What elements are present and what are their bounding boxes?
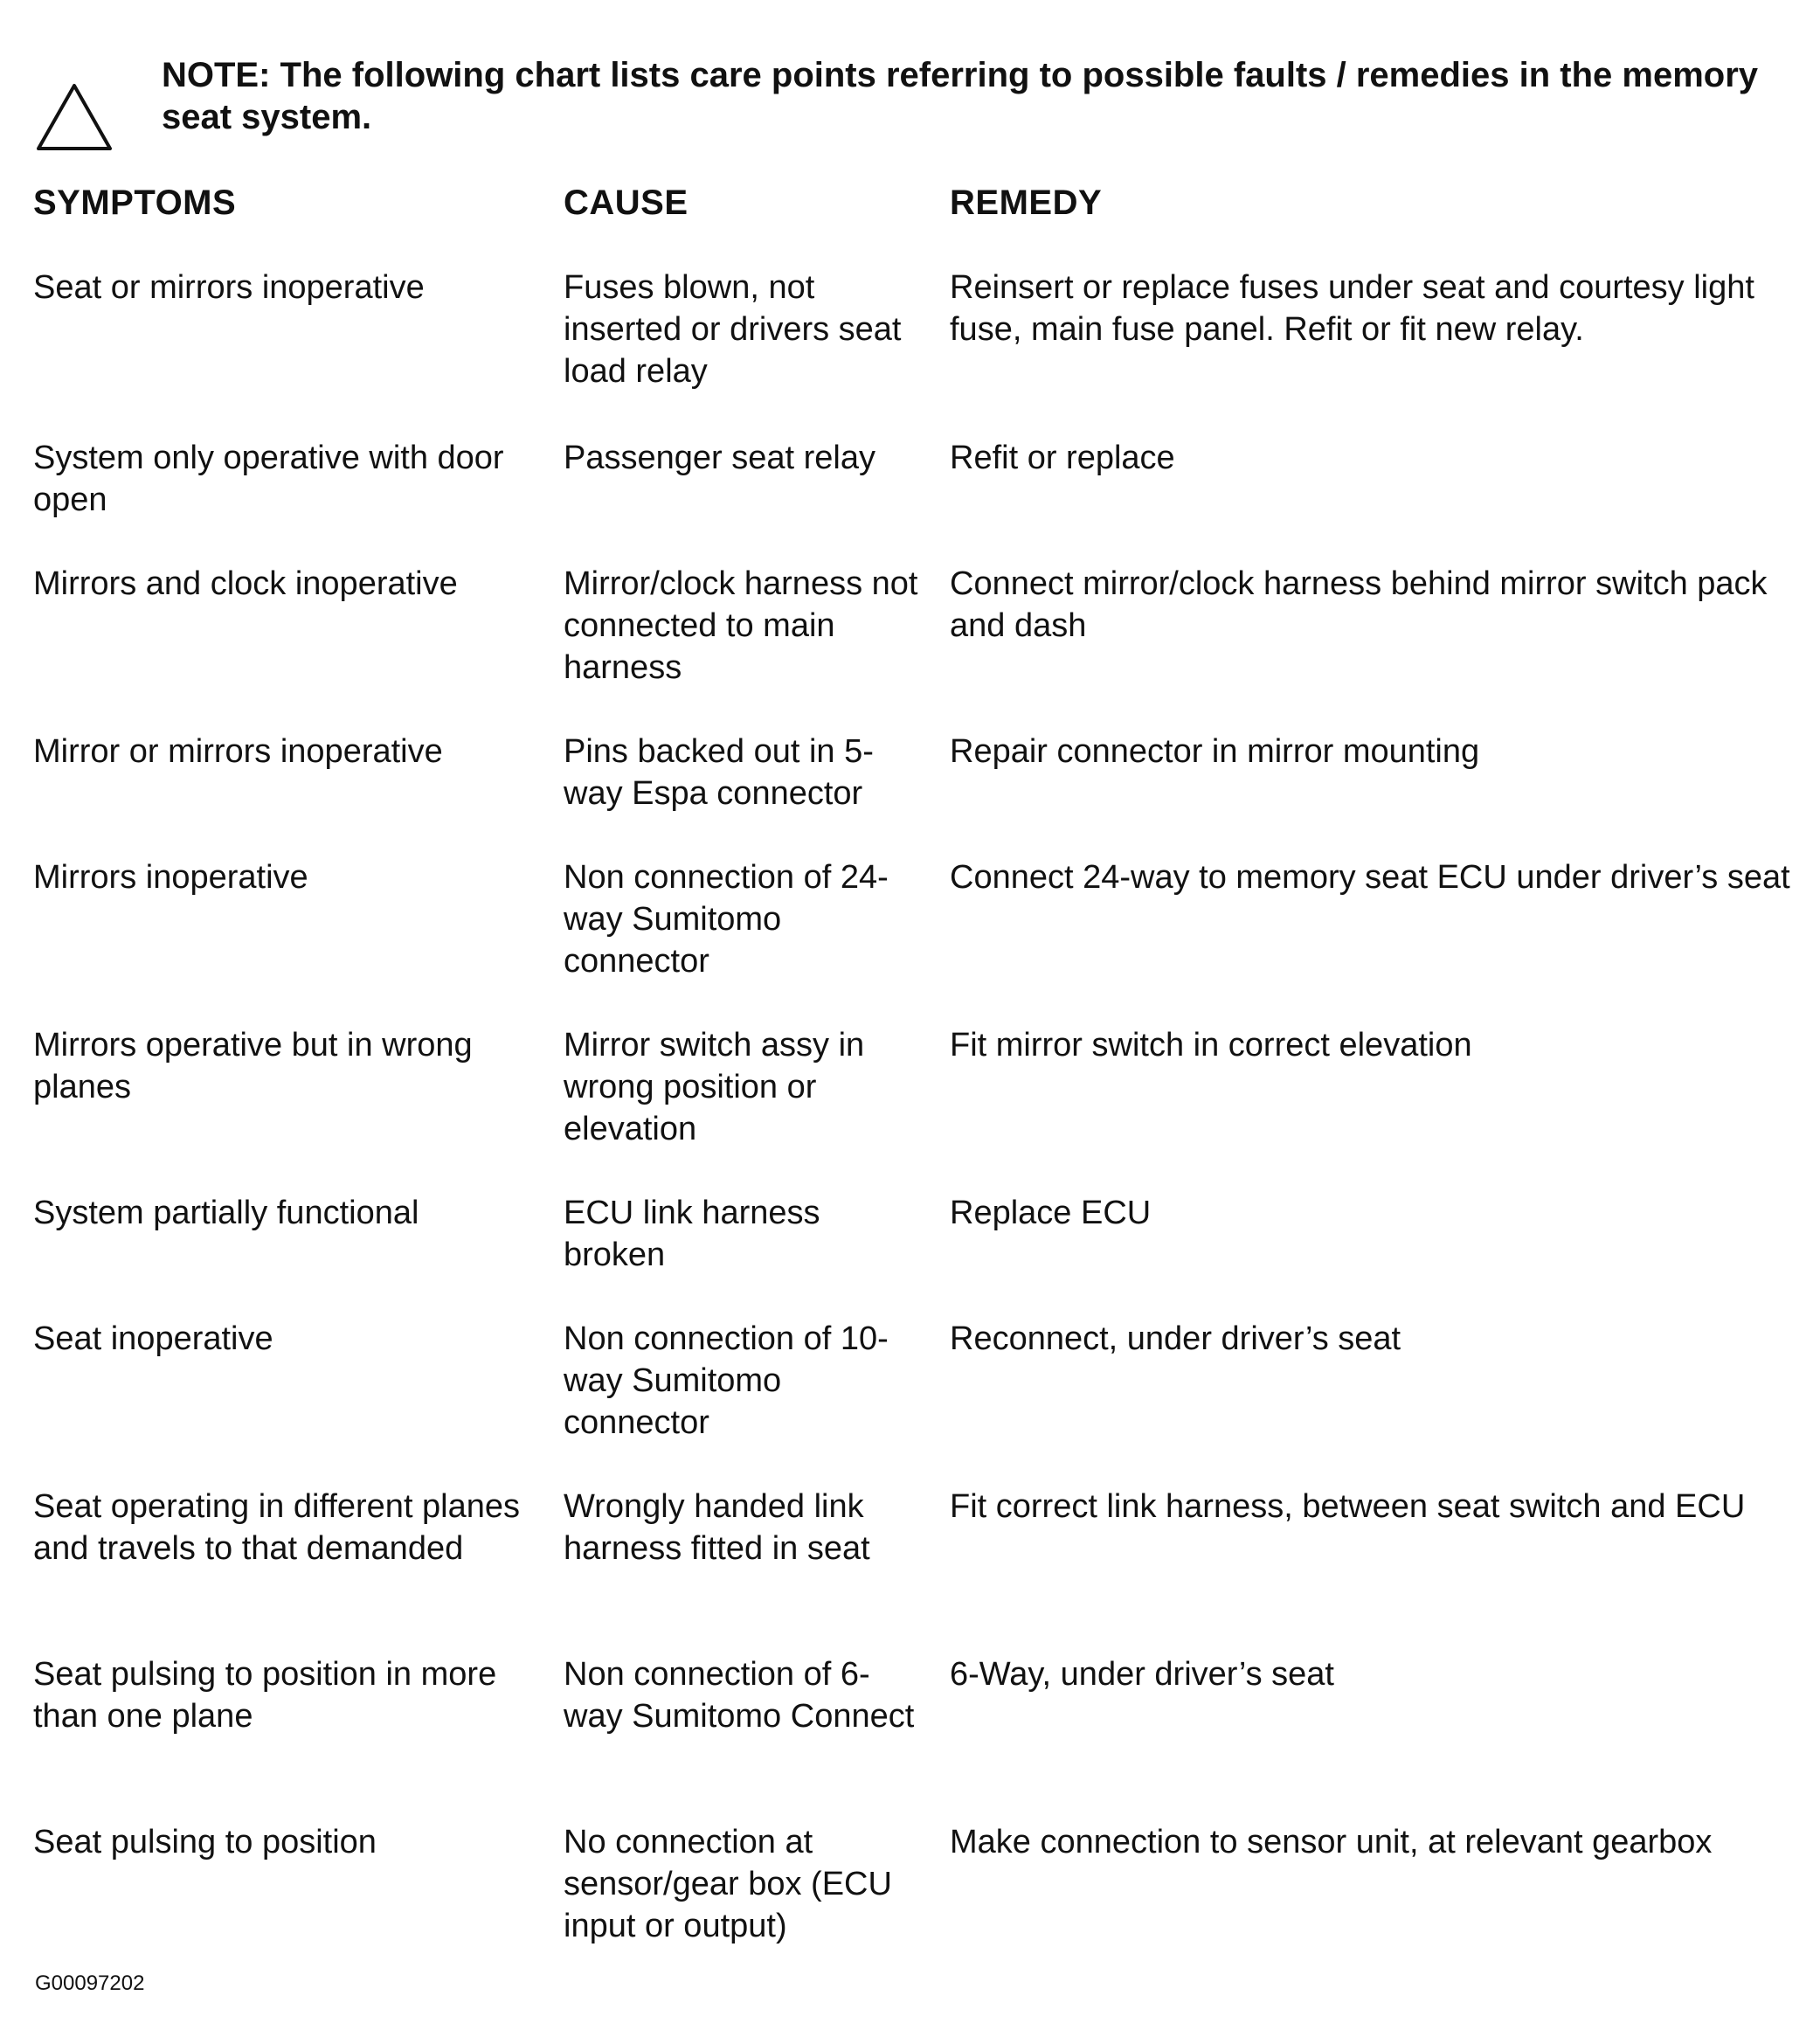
remedy-cell: 6-Way, under driver’s seat	[950, 1656, 1334, 1693]
symptom-cell: Seat operating in different planes and travels to that demanded	[33, 1488, 521, 1567]
remedy-cell: Connect mirror/clock harness behind mirror switch pack and dash	[950, 565, 1768, 644]
header-cause: CAUSE	[564, 184, 689, 222]
remedy-cell: Connect 24-way to memory seat ECU under driver’s seat	[950, 859, 1790, 896]
cause-cell: Mirror switch assy in wrong position or elevation	[564, 1027, 865, 1147]
table-header-row	[0, 182, 1820, 234]
remedy-cell: Fit correct link harness, between seat switch and ECU	[950, 1488, 1746, 1525]
cause-cell: Fuses blown, not inserted or drivers seat load relay	[564, 269, 902, 390]
cause-cell: ECU link harness broken	[564, 1195, 820, 1273]
warning-triangle-icon	[35, 82, 114, 152]
cause-cell: Mirror/clock harness not connected to main harness	[564, 565, 918, 686]
cause-cell: No connection at sensor/gear box (ECU input or output)	[564, 1824, 892, 1944]
remedy-cell: Repair connector in mirror mounting	[950, 733, 1480, 770]
cause-cell: Passenger seat relay	[564, 440, 875, 476]
figure-id: G00097202	[35, 1971, 145, 1995]
symptom-cell: Mirrors operative but in wrong planes	[33, 1027, 473, 1105]
symptom-cell: Mirrors and clock inoperative	[33, 565, 458, 602]
cause-cell: Non connection of 6-way Sumitomo Connect	[564, 1656, 915, 1735]
symptom-cell: Seat pulsing to position	[33, 1824, 377, 1860]
symptom-cell: System partially functional	[33, 1195, 419, 1231]
header-remedy: REMEDY	[950, 184, 1103, 222]
note-text: NOTE: The following chart lists care points referring to possible faults / remedies in the memory seat system.	[162, 56, 1759, 136]
symptom-cell: Seat inoperative	[33, 1320, 273, 1357]
cause-cell: Pins backed out in 5-way Espa connector	[564, 733, 874, 812]
remedy-cell: Reinsert or replace fuses under seat and courtesy light fuse, main fuse panel. Refit or fit new relay.	[950, 269, 1754, 348]
remedy-cell: Make connection to sensor unit, at relevant gearbox	[950, 1824, 1713, 1860]
remedy-cell: Fit mirror switch in correct elevation	[950, 1027, 1472, 1064]
remedy-cell: Reconnect, under driver’s seat	[950, 1320, 1401, 1357]
symptom-cell: Seat pulsing to position in more than one plane	[33, 1656, 497, 1735]
remedy-cell: Replace ECU	[950, 1195, 1152, 1231]
cause-cell: Non connection of 24-way Sumitomo connector	[564, 859, 889, 980]
cause-cell: Wrongly handed link harness fitted in seat	[564, 1488, 870, 1567]
header-symptoms: SYMPTOMS	[33, 184, 237, 222]
cause-cell: Non connection of 10-way Sumitomo connector	[564, 1320, 889, 1441]
symptom-cell: Mirrors inoperative	[33, 859, 308, 896]
symptom-cell: Seat or mirrors inoperative	[33, 269, 425, 306]
remedy-cell: Refit or replace	[950, 440, 1175, 476]
symptom-cell: System only operative with door open	[33, 440, 504, 518]
symptom-cell: Mirror or mirrors inoperative	[33, 733, 443, 770]
